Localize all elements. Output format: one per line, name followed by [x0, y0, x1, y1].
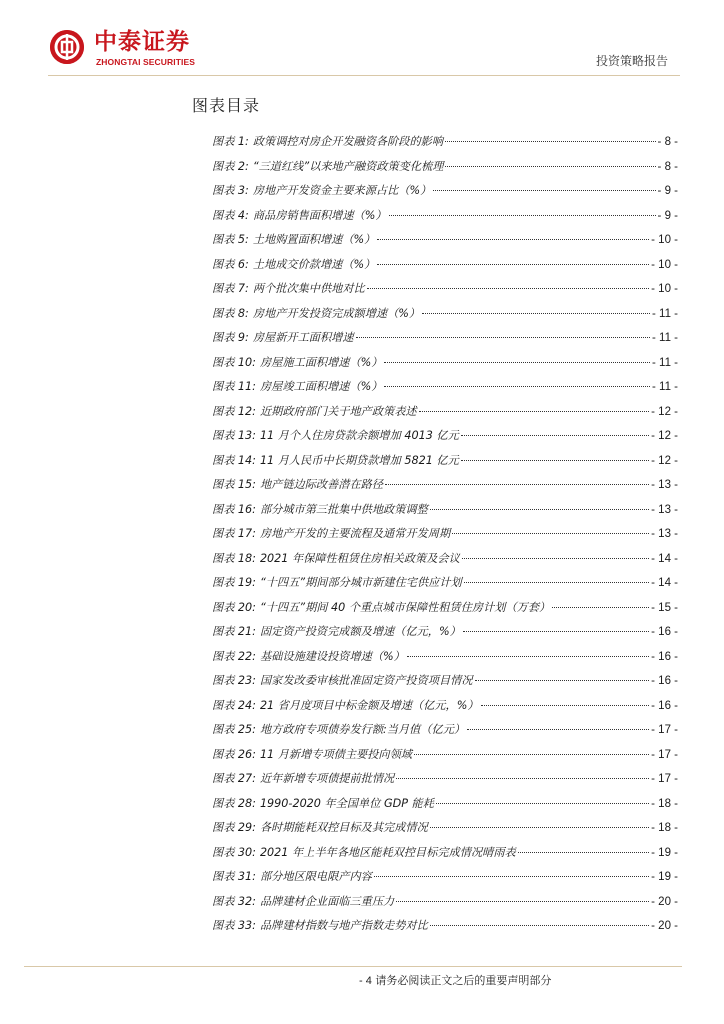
toc-entry[interactable] [212, 748, 678, 773]
toc-entry[interactable] [212, 184, 678, 209]
toc-entry-page: - 13 - [651, 479, 678, 491]
toc-entry-page: - 13 - [651, 503, 678, 516]
toc-entry-title: 土地成交价款增速（%） [252, 257, 376, 271]
toc-entry-page: - 13 - [651, 528, 678, 540]
header-divider [48, 75, 680, 76]
toc-entry-page: - 11 - [652, 381, 678, 393]
toc-entry[interactable] [212, 527, 678, 552]
toc-entry-page: - 17 - [651, 724, 678, 736]
brand-name-cn: 中泰证券 [94, 29, 190, 55]
toc-entry-label: 图表 14: [212, 453, 256, 467]
toc-entry-title: 近期政府部门关于地产政策表述 [259, 404, 417, 418]
toc-entry-title: 地方政府专项债券发行额:当月值（亿元） [259, 723, 466, 736]
toc-dot-leader [422, 312, 650, 314]
toc-entry-title: 21 省月度项目中标金额及增速（亿元，%） [259, 698, 479, 712]
toc-dot-leader [419, 410, 650, 412]
toc-dot-leader [475, 679, 650, 681]
toc-dot-leader [552, 606, 649, 608]
toc-entry-page: - 11 - [652, 307, 678, 320]
toc-entry-page: - 18 - [651, 822, 678, 834]
report-type: 投资策略报告 [595, 54, 668, 68]
toc-dot-leader [481, 704, 650, 706]
toc-entry-label: 图表 31: [212, 870, 256, 883]
toc-entry-label: 图表 6: [212, 257, 249, 271]
footer-divider [24, 966, 682, 967]
toc-dot-leader [377, 263, 649, 265]
toc-entry-label: 图表 8: [212, 306, 249, 320]
toc-entry-label: 图表 5: [212, 233, 249, 246]
toc-dot-leader [377, 238, 649, 240]
toc-entry[interactable] [212, 552, 678, 577]
toc-entry-page: - 14 - [651, 577, 678, 589]
toc-entry-label: 图表 26: [212, 747, 256, 761]
toc-dot-leader [407, 655, 649, 657]
toc-dot-leader [445, 140, 656, 142]
toc-entry-title: 房地产开发投资完成额增速（%） [252, 306, 421, 320]
toc-entry[interactable] [212, 576, 678, 601]
toc-entry-title: 各时期能耗双控目标及其完成情况 [259, 821, 428, 834]
toc-entry-title: “三道红线”以来地产融资政策变化梳理 [252, 159, 444, 173]
toc-entry-label: 图表 25: [212, 723, 256, 736]
toc-entry-page: - 17 - [651, 773, 678, 785]
toc-entry-label: 图表 27: [212, 772, 256, 785]
toc-entry-label: 图表 12: [212, 404, 256, 418]
toc-dot-leader [467, 728, 649, 730]
toc-dot-leader [430, 924, 649, 926]
toc-entry-title: 土地购置面积增速（%） [252, 233, 376, 246]
page-footer [359, 974, 551, 988]
toc-entry[interactable] [212, 282, 678, 307]
toc-entry-title: 品牌建材企业面临三重压力 [259, 894, 395, 908]
toc-entry[interactable] [212, 870, 678, 895]
toc-entry-page: - 19 - [651, 846, 678, 859]
toc-dot-leader [430, 826, 649, 828]
toc-entry[interactable] [212, 846, 678, 871]
toc-entry-page: - 9 - [657, 209, 678, 222]
toc-entry-page: - 18 - [651, 797, 678, 810]
toc-entry[interactable] [212, 601, 678, 626]
toc-entry[interactable] [212, 258, 678, 283]
toc-entry-title: 近年新增专项债提前批情况 [259, 772, 395, 785]
toc-entry-title: 商品房销售面积增速（%） [252, 208, 387, 222]
toc-entry-label: 图表 18: [212, 551, 256, 565]
toc-entry-page: - 10 - [651, 283, 678, 295]
toc-dot-leader [384, 361, 650, 363]
toc-entry-title: 部分城市第三批集中供地政策调整 [259, 502, 428, 516]
toc-entry-label: 图表 22: [212, 649, 256, 663]
toc-dot-leader [436, 802, 649, 804]
toc-entry-page: - 16 - [651, 699, 678, 712]
page-header [0, 0, 724, 80]
toc-entry-label: 图表 2: [212, 159, 249, 173]
toc-entry-title: 地产链边际改善潜在路径 [259, 478, 384, 491]
toc-entry-page: - 16 - [651, 626, 678, 638]
toc-entry-title: 1990-2020 年全国单位 GDP 能耗 [259, 796, 434, 810]
toc-entry[interactable] [212, 797, 678, 822]
toc-entry-label: 图表 23: [212, 674, 256, 687]
toc-dot-leader [518, 851, 649, 853]
toc-entry[interactable] [212, 478, 678, 503]
toc-entry-title: 品牌建材指数与地产指数走势对比 [259, 919, 428, 932]
toc-entry-page: - 8 - [657, 136, 678, 148]
toc-entry-title: 房地产开发的主要流程及通常开发周期 [259, 527, 451, 540]
toc-dot-leader [384, 385, 650, 387]
footer-disclaimer: 请务必阅读正文之后的重要声明部分 [375, 974, 552, 987]
toc-dot-leader [374, 875, 649, 877]
toc-entry-label: 图表 13: [212, 429, 256, 442]
toc-entry-title: 房屋施工面积增速（%） [259, 355, 383, 369]
toc-entry-page: - 20 - [651, 895, 678, 908]
toc-entry-title: 国家发改委审核批准固定资产投资项目情况 [259, 674, 473, 687]
toc-dot-leader [389, 214, 656, 216]
toc-entry-label: 图表 11: [212, 380, 256, 393]
toc-dot-leader [356, 336, 650, 338]
toc-entry[interactable] [212, 895, 678, 920]
toc-entry[interactable] [212, 160, 678, 185]
toc-entry-title: “十四五”期间部分城市新建住宅供应计划 [259, 576, 462, 589]
toc-entry-label: 图表 33: [212, 919, 256, 932]
toc-entry-page: - 14 - [651, 552, 678, 565]
toc-entry-label: 图表 24: [212, 698, 256, 712]
toc-entry-title: 两个批次集中供地对比 [252, 282, 365, 295]
toc-dot-leader [367, 287, 649, 289]
toc-entry-page: - 12 - [651, 430, 678, 442]
toc-entry-title: 2021 年保障性租赁住房相关政策及会议 [259, 551, 460, 565]
toc-dot-leader [461, 459, 649, 461]
toc-entry-label: 图表 15: [212, 478, 256, 491]
toc-entry-label: 图表 16: [212, 502, 256, 516]
toc-entry[interactable] [212, 772, 678, 797]
toc-entry-page: - 17 - [651, 748, 678, 761]
toc-entry-page: - 12 - [651, 454, 678, 467]
toc-entry-label: 图表 19: [212, 576, 256, 589]
toc-entry-title: 2021 年上半年各地区能耗双控目标完成情况晴雨表 [259, 845, 516, 859]
toc-entry[interactable] [212, 919, 678, 944]
toc-entry[interactable] [212, 233, 678, 258]
toc-dot-leader [445, 165, 655, 167]
brand-name-en: ZHONGTAI SECURITIES [96, 57, 196, 67]
toc-title: 图表目录 [192, 96, 261, 115]
toc-entry[interactable] [212, 674, 678, 699]
toc-entry-label: 图表 29: [212, 821, 256, 834]
toc-entry[interactable] [212, 503, 678, 528]
toc-entry-label: 图表 4: [212, 208, 249, 222]
toc-entry-label: 图表 9: [212, 331, 249, 344]
toc-dot-leader [452, 532, 649, 534]
toc-entry-label: 图表 30: [212, 845, 256, 859]
toc-entry-title: 固定资产投资完成额及增速（亿元，%） [259, 625, 461, 638]
toc-entry[interactable] [212, 625, 678, 650]
toc-entry-title: 房屋新开工面积增速 [252, 331, 354, 344]
toc-entry[interactable] [212, 650, 678, 675]
toc-entry-page: - 9 - [657, 185, 678, 197]
footer-page-number: - 4 [359, 975, 372, 987]
toc-entry-page: - 16 - [651, 675, 678, 687]
toc-entry[interactable] [212, 429, 678, 454]
toc-entry-title: 11 月人民币中长期贷款增加 5821 亿元 [259, 453, 459, 467]
toc-entry[interactable] [212, 307, 678, 332]
toc-entry-page: - 20 - [651, 920, 678, 932]
toc-dot-leader [463, 630, 649, 632]
toc-entry[interactable] [212, 405, 678, 430]
toc-entry-page: - 10 - [651, 234, 678, 246]
toc-entry-title: “十四五”期间 40 个重点城市保障性租赁住房计划（万套） [259, 600, 551, 614]
toc-entry-label: 图表 7: [212, 282, 249, 295]
toc-dot-leader [433, 189, 655, 191]
toc-entry-page: - 11 - [652, 332, 678, 344]
toc-entry[interactable] [212, 356, 678, 381]
toc-dot-leader [461, 434, 649, 436]
toc-entry[interactable] [212, 821, 678, 846]
toc-entry-page: - 8 - [657, 160, 678, 173]
toc-list [212, 135, 678, 944]
toc-entry-title: 房地产开发资金主要来源占比（%） [252, 184, 432, 197]
toc-entry[interactable] [212, 135, 678, 160]
toc-entry-page: - 12 - [651, 405, 678, 418]
toc-entry-label: 图表 28: [212, 796, 256, 810]
toc-entry-label: 图表 17: [212, 527, 256, 540]
toc-entry[interactable] [212, 699, 678, 724]
toc-entry-title: 基础设施建设投资增速（%） [259, 649, 405, 663]
toc-entry[interactable] [212, 723, 678, 748]
toc-entry-label: 图表 1: [212, 135, 249, 148]
zhongtai-logo-icon [50, 30, 84, 64]
toc-entry-title: 政策调控对房企开发融资各阶段的影响 [252, 135, 444, 148]
toc-entry-label: 图表 32: [212, 894, 256, 908]
toc-dot-leader [385, 483, 649, 485]
toc-entry-page: - 15 - [651, 601, 678, 614]
toc-entry[interactable] [212, 209, 678, 234]
toc-entry-title: 11 月新增专项债主要投向领域 [259, 747, 412, 761]
toc-entry-page: - 11 - [652, 356, 678, 369]
toc-entry-page: - 19 - [651, 871, 678, 883]
toc-entry-title: 部分地区限电限产内容 [259, 870, 372, 883]
toc-entry-label: 图表 20: [212, 600, 256, 614]
toc-entry-title: 11 月个人住房贷款余额增加 4013 亿元 [259, 429, 459, 442]
toc-entry-label: 图表 21: [212, 625, 256, 638]
toc-entry[interactable] [212, 454, 678, 479]
toc-entry-label: 图表 10: [212, 355, 256, 369]
toc-entry-page: - 16 - [651, 650, 678, 663]
toc-dot-leader [430, 508, 649, 510]
toc-dot-leader [414, 753, 649, 755]
toc-dot-leader [462, 557, 649, 559]
toc-entry[interactable] [212, 380, 678, 405]
toc-dot-leader [396, 900, 649, 902]
toc-entry[interactable] [212, 331, 678, 356]
toc-entry-label: 图表 3: [212, 184, 249, 197]
toc-dot-leader [464, 581, 649, 583]
toc-entry-page: - 10 - [651, 258, 678, 271]
toc-entry-title: 房屋竣工面积增速（%） [259, 380, 383, 393]
toc-dot-leader [396, 777, 649, 779]
